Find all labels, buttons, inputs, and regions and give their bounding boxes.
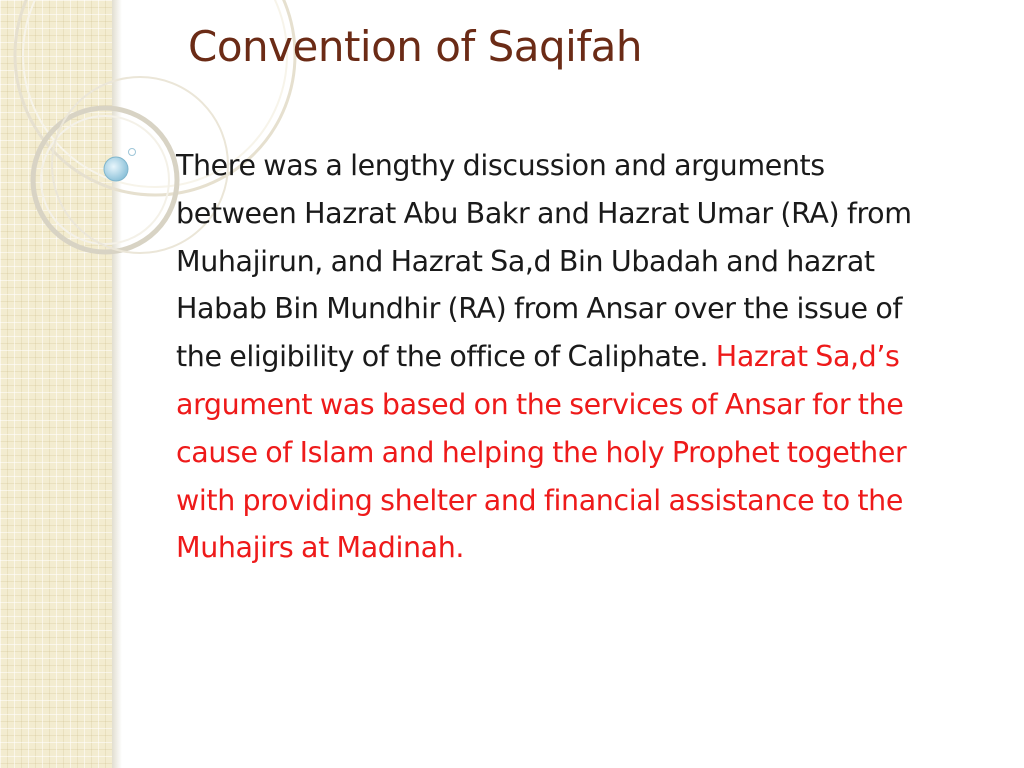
decorative-rings-icon [0,0,200,280]
slide-body-paragraph [176,142,936,572]
slide-title: Convention of Saqifah [188,22,642,71]
paragraph-normal-text: There was a lengthy discussion and arguments between Hazrat Abu Bakr and Hazrat Umar (RA) from Muhajirun, and Hazrat Sa,d Bin Ubadah and hazrat Habab Bin Mundhir (RA) from Ansar over the issue of the eligibility of the office of Caliphate. [176,149,912,374]
bullet-circle-icon [128,148,136,156]
paragraph-highlight-text: Hazrat Sa,d’s argument was based on the services of Ansar for the cause of Islam and helping the holy Prophet together with providing shelter and financial assistance to the Muhajirs at Madinah. [176,340,907,565]
